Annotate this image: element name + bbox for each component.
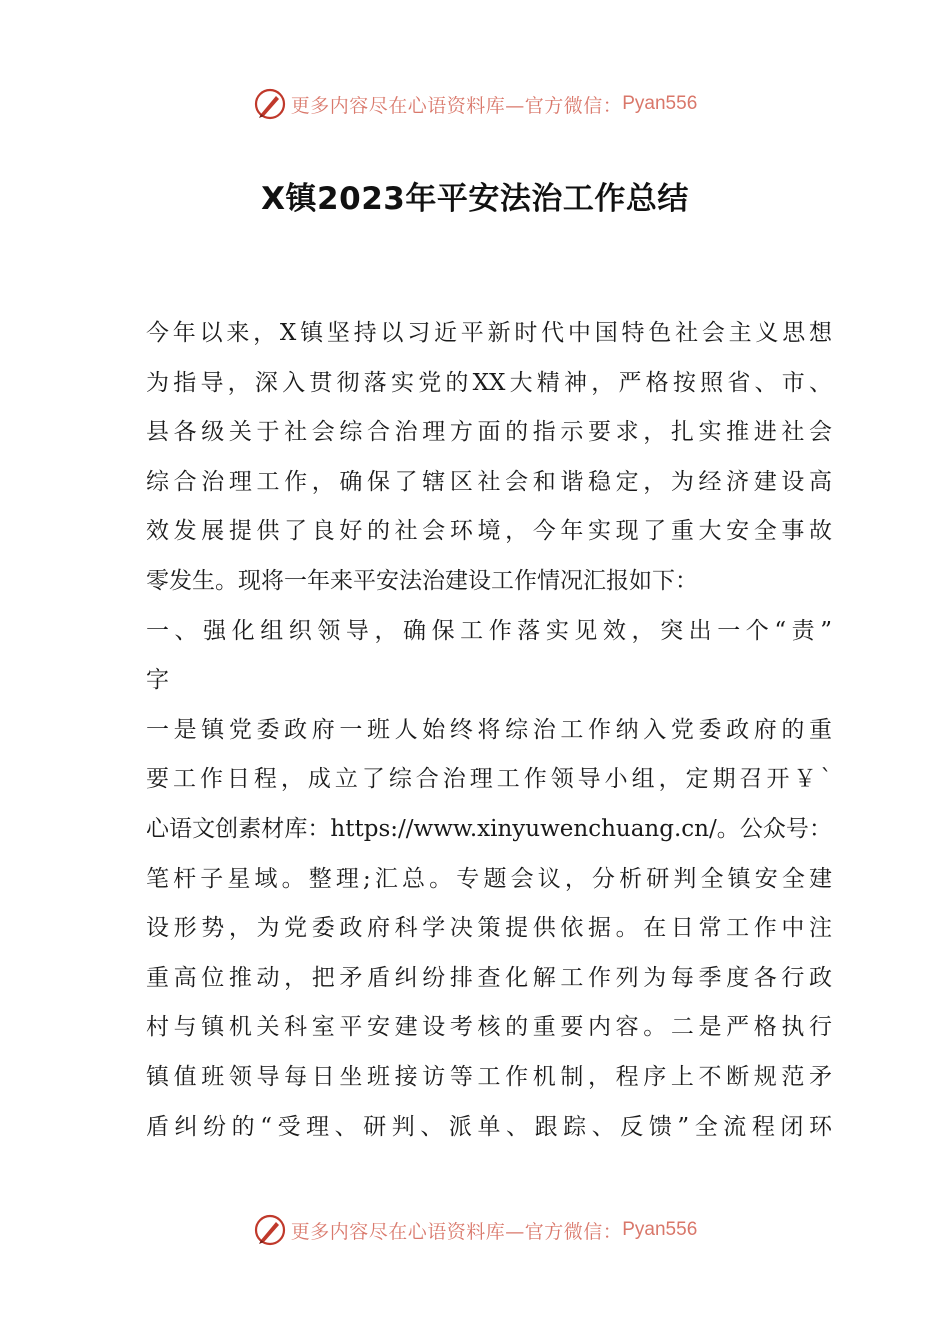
body-line: 今年以来，X镇坚持以习近平新时代中国特色社会主义思想	[146, 320, 832, 346]
body-line: 盾纠纷的“受理、研判、派单、跟踪、反馈”全流程闭环	[146, 1113, 832, 1140]
watermark-id: Pyan556	[622, 93, 698, 114]
body-line: 县各级关于社会综合治理方面的指示要求，扎实推进社会	[146, 419, 832, 446]
body-line: 综合治理工作，确保了辖区社会和谐稳定，为经济建设高	[146, 468, 832, 495]
body-line: 一是镇党委政府一班人始终将综治工作纳入党委政府的重	[146, 716, 832, 743]
watermark-header	[0, 84, 950, 124]
body-line: 效发展提供了良好的社会环境，今年实现了重大安全事故	[146, 518, 832, 545]
body-line: 笔杆子星域。整理;汇总。专题会议，分析研判全镇安全建	[146, 865, 832, 892]
body-line: 村与镇机关科室平安建设考核的重要内容。二是严格执行	[146, 1014, 832, 1041]
body-line: 镇值班领导每日坐班接访等工作机制，程序上不断规范矛	[146, 1063, 832, 1090]
watermark-footer	[0, 1210, 950, 1250]
body-line: 重高位推动，把矛盾纠纷排查化解工作列为每季度各行政	[146, 964, 832, 991]
body-line: 要工作日程，成立了综合治理工作领导小组，定期召开￥`	[146, 766, 832, 793]
pen-logo-icon	[253, 1213, 287, 1247]
body-line: 零发生。现将一年来平安法治建设工作情况汇报如下：	[146, 567, 698, 594]
section-heading: 一、强化组织领导，确保工作落实见效，突出一个“责”	[146, 617, 832, 644]
pen-logo-icon	[253, 87, 287, 121]
body-line: 设形势，为党委政府科学决策提供依据。在日常工作中注	[146, 915, 832, 942]
document-body	[146, 309, 832, 1152]
watermark-text: 更多内容尽在心语资料库—官方微信：	[290, 94, 623, 117]
body-line: 心语文创素材库：https://www.xinyuwenchuang.cn/。公众号：	[146, 815, 832, 842]
watermark-text: 更多内容尽在心语资料库—官方微信：	[290, 1220, 623, 1243]
watermark-id: Pyan556	[622, 1219, 698, 1240]
body-line: 为指导，深入贯彻落实党的XX大精神，严格按照省、市、	[146, 369, 832, 396]
section-heading-cont: 字	[146, 667, 169, 694]
document-title: X镇2023年平安法治工作总结	[261, 181, 689, 217]
